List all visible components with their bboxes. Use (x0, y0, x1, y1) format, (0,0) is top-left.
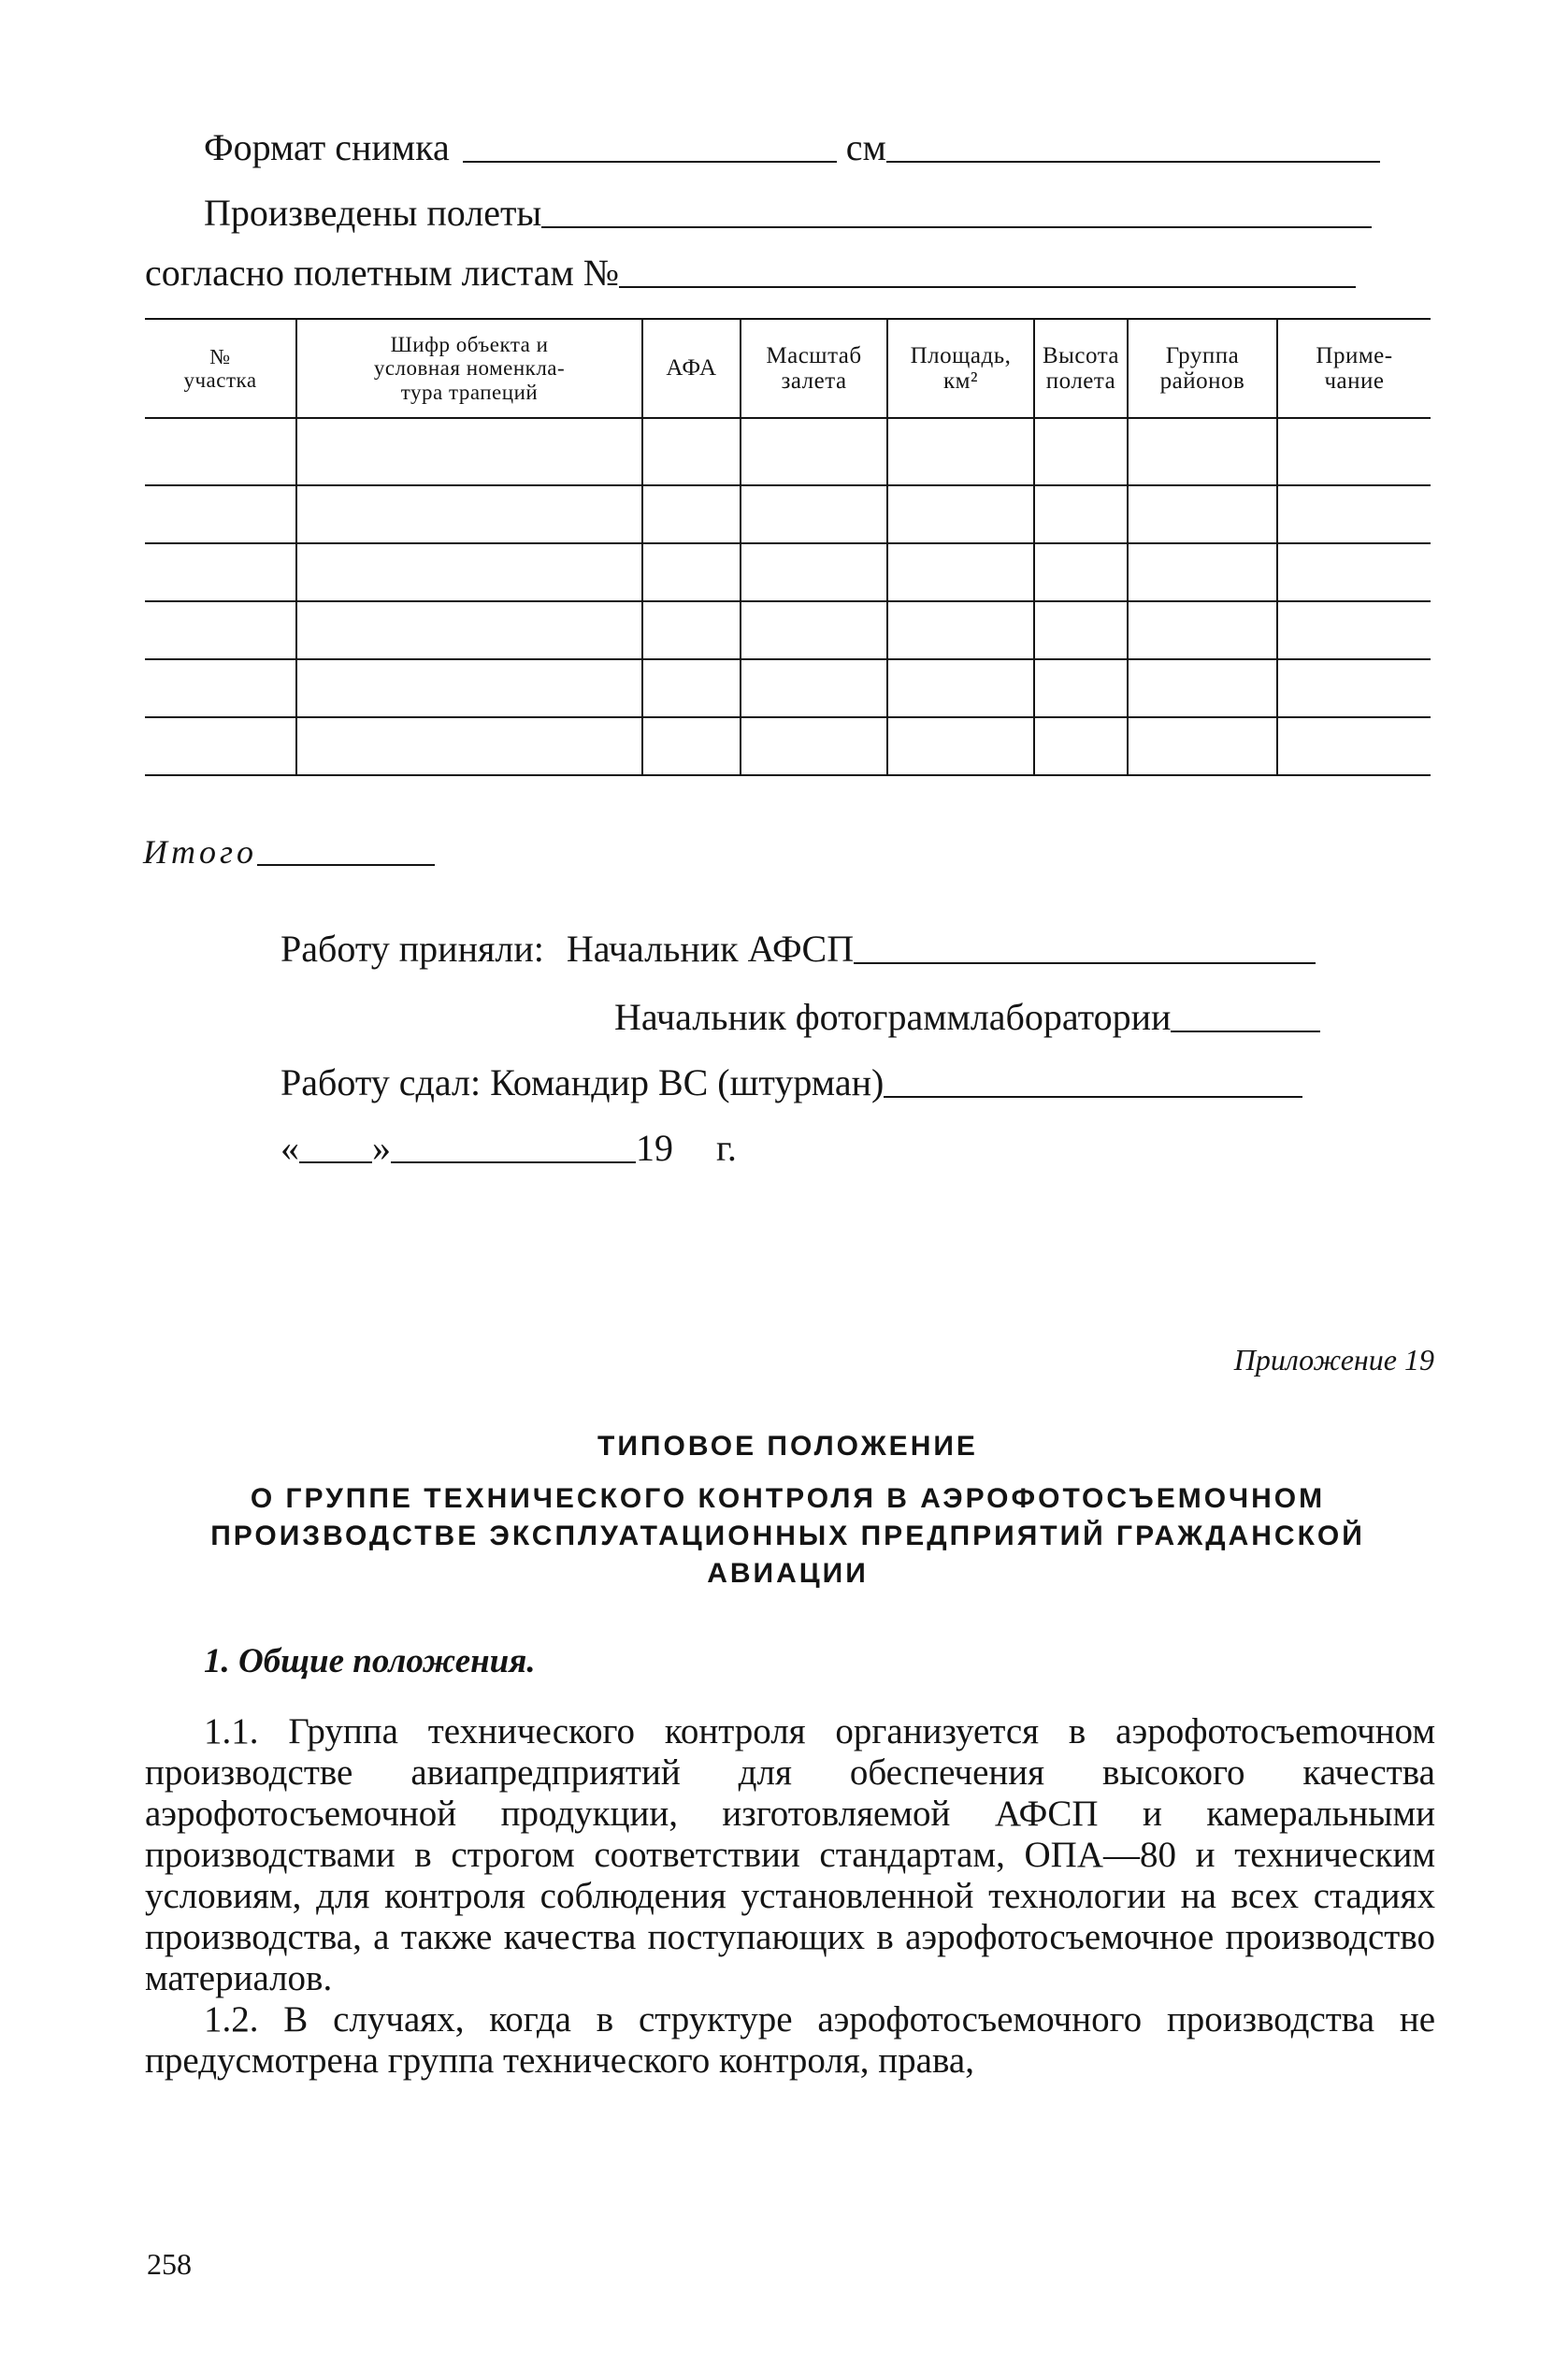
col-object-code: Шифр объекта и условная номенкла- тура трапеций (296, 319, 642, 418)
table-cell[interactable] (296, 418, 642, 485)
table-cell[interactable] (741, 717, 887, 775)
table-cell[interactable] (741, 418, 887, 485)
table-cell[interactable] (642, 659, 741, 717)
accepted-label: Работу приняли: (281, 928, 544, 970)
col-area: Площадь, км² (887, 319, 1034, 418)
table-cell[interactable] (887, 485, 1034, 543)
chief-afsp-blank[interactable] (854, 962, 1316, 964)
col-note: Приме- чание (1277, 319, 1431, 418)
table-cell[interactable] (1128, 418, 1277, 485)
col-scale: Масштаб залета (741, 319, 887, 418)
table-cell[interactable] (1034, 659, 1128, 717)
table-cell[interactable] (1277, 601, 1431, 659)
flight-sheets-blank[interactable] (619, 286, 1356, 288)
heading-line-1: ТИПОВОЕ ПОЛОЖЕНИЕ (597, 1431, 978, 1462)
table-cell[interactable] (145, 717, 296, 775)
table-cell[interactable] (296, 717, 642, 775)
table-cell[interactable] (1277, 717, 1431, 775)
table-cell[interactable] (642, 717, 741, 775)
table-cell[interactable] (1034, 485, 1128, 543)
table-cell[interactable] (296, 543, 642, 601)
table-cell[interactable] (296, 485, 642, 543)
table-cell[interactable] (1034, 717, 1128, 775)
flights-blank[interactable] (541, 226, 1372, 228)
heading-line-2: О ГРУППЕ ТЕХНИЧЕСКОГО КОНТРОЛЯ В АЭРОФОТОСЪЕМОЧНОМ (250, 1483, 1326, 1514)
table-cell[interactable] (642, 485, 741, 543)
table-cell[interactable] (145, 659, 296, 717)
heading-line-3: ПРОИЗВОДСТВЕ ЭКСПЛУАТАЦИОННЫХ ПРЕДПРИЯТИЙ ГРАЖДАНСКОЙ (210, 1521, 1365, 1551)
appendix-label: Приложение 19 (1233, 1343, 1434, 1377)
handed-over-blank[interactable] (884, 1096, 1302, 1098)
page-number: 258 (147, 2247, 192, 2281)
table-cell[interactable] (642, 601, 741, 659)
table-cell[interactable] (1128, 485, 1277, 543)
date-month-blank[interactable] (391, 1161, 636, 1163)
chief-afsp-label: Начальник АФСП (566, 928, 855, 970)
date-close-quote: » (372, 1127, 391, 1169)
table-cell[interactable] (1128, 659, 1277, 717)
date-row (281, 1127, 737, 1169)
table-row (145, 717, 1431, 775)
table-cell[interactable] (887, 601, 1034, 659)
table-cell[interactable] (741, 659, 887, 717)
flight-sheets-row (145, 254, 1356, 292)
table-cell[interactable] (741, 543, 887, 601)
table-cell[interactable] (741, 485, 887, 543)
table-cell[interactable] (1128, 543, 1277, 601)
col-altitude: Высота полета (1034, 319, 1128, 418)
table-cell[interactable] (1034, 418, 1128, 485)
table-row (145, 659, 1431, 717)
table-cell[interactable] (887, 659, 1034, 717)
date-open-quote: « (281, 1127, 299, 1169)
table-cell[interactable] (887, 543, 1034, 601)
table-cell[interactable] (642, 418, 741, 485)
chief-lab-blank[interactable] (1171, 1031, 1320, 1032)
date-suffix: г. (716, 1127, 737, 1169)
format-row (204, 126, 1380, 168)
table-cell[interactable] (1128, 601, 1277, 659)
total-label: Итого (143, 833, 258, 871)
paragraph-1-1: 1.1. Группа технического контроля организуется в аэрофотосъеmочном производстве авиапредприятий для обеспечения высокого качества аэрофотосъемочной продукции, изготовляемой АФСП и камеральными производствами в строгом соответствии стандартам, ОПА—80 и техническим условиям, для контроля соблюдения установленной технологии на всех стадиях производства, а также качества поступающих в аэрофотосъемочное производство материалов. (145, 1711, 1435, 1998)
table-cell[interactable] (887, 717, 1034, 775)
table-cell[interactable] (145, 418, 296, 485)
chief-lab-row (614, 996, 1320, 1038)
table-row (145, 418, 1431, 485)
table-row (145, 601, 1431, 659)
flights-table (145, 318, 1431, 776)
format-label: Формат снимка (204, 126, 450, 168)
cm-blank[interactable] (886, 161, 1380, 163)
table-cell[interactable] (1277, 543, 1431, 601)
flights-label: Произведены полеты (204, 192, 542, 234)
table-cell[interactable] (1128, 717, 1277, 775)
col-region-group: Группа районов (1128, 319, 1277, 418)
col-afa: АФА (642, 319, 741, 418)
paragraph-1-2: 1.2. В случаях, когда в структуре аэрофотосъемочного производства не предусмотрена группа технического контроля, права, (145, 1999, 1435, 2081)
cm-label: см (845, 126, 886, 168)
table-cell[interactable] (145, 485, 296, 543)
flight-sheets-label: согласно полетным листам № (145, 252, 619, 294)
table-header-row (145, 319, 1431, 418)
handed-over-label: Работу сдал: Командир ВС (штурман) (281, 1061, 885, 1103)
flights-row (204, 192, 1372, 234)
table-cell[interactable] (1277, 418, 1431, 485)
table-cell[interactable] (145, 543, 296, 601)
table-cell[interactable] (1277, 659, 1431, 717)
section-title: 1. Общие положения. (204, 1642, 536, 1680)
total-blank[interactable] (257, 864, 435, 866)
format-blank[interactable] (463, 161, 837, 163)
total-row (143, 832, 435, 872)
table-row (145, 485, 1431, 543)
section-body (145, 1711, 1435, 2082)
date-day-blank[interactable] (299, 1161, 372, 1163)
heading-line-4: АВИАЦИИ (707, 1558, 869, 1589)
table-cell[interactable] (296, 659, 642, 717)
table-cell[interactable] (642, 543, 741, 601)
table-cell[interactable] (1277, 485, 1431, 543)
handed-over-row (281, 1061, 1302, 1103)
table-cell[interactable] (741, 601, 887, 659)
table-cell[interactable] (296, 601, 642, 659)
chief-lab-label: Начальник фотограммлаборатории (614, 996, 1172, 1038)
accepted-row (281, 930, 1316, 968)
table-cell[interactable] (887, 418, 1034, 485)
table-cell[interactable] (1034, 543, 1128, 601)
table-row (145, 543, 1431, 601)
table-cell[interactable] (145, 601, 296, 659)
date-year: 19 (636, 1127, 673, 1169)
col-plot-number: № участка (145, 319, 296, 418)
table-cell[interactable] (1034, 601, 1128, 659)
